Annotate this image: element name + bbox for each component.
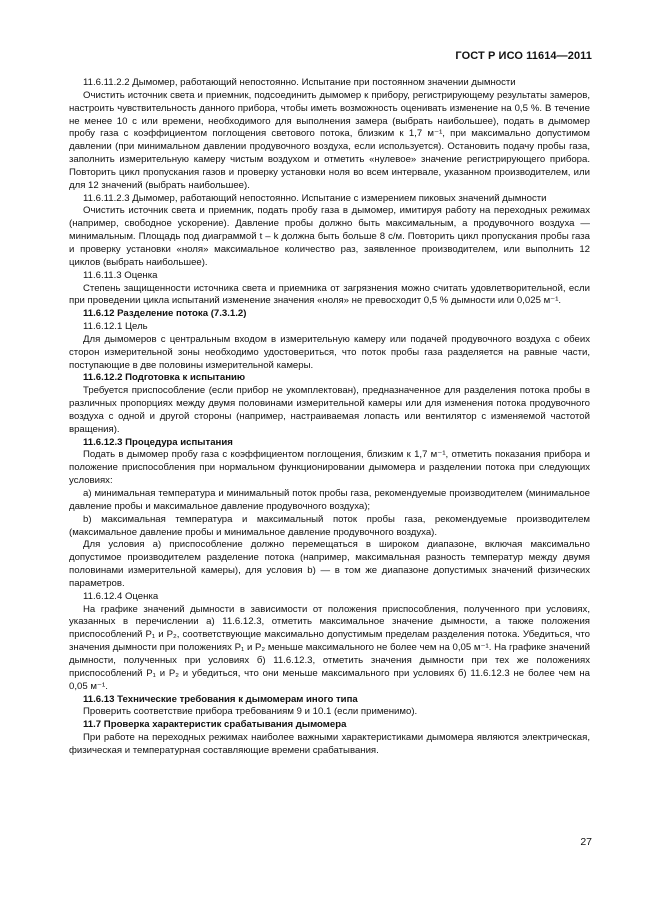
paragraph: Очистить источник света и приемник, подсоединить дымомер к прибору, регистрирующему результаты замеров, настроить чувствительность данного прибора, чтобы иметь возможность оценивать изменение на 0,5 %. В течение не менее 10 с или времени, необходимого для выполнения замера (выбрать наибольшее), подать в дымомер пробу газа с коэффициентом поглощения светового потока, близким к 1,7 м⁻¹, при максимально допустимом давлении (при минимальном давлении продувочного воздуха, если используется). Остановить подачу пробы газа, заполнить измерительную камеру чистым воздухом и отметить «нулевое» значение регистрирующего прибора. Повторить цикл пропускания газов и проверку установки ноля во всем интервале, указанном производителем, или для 12 значений (выбрать наибольшее).: [69, 89, 590, 191]
paragraph: 11.6.12.1 Цель: [83, 321, 148, 333]
document-body: [69, 77, 590, 758]
section-heading: 11.6.12.3 Процедура испытания: [83, 436, 233, 448]
paragraph: 11.6.11.2.3 Дымомер, работающий непостоянно. Испытание с измерением пиковых значений дымности: [83, 192, 547, 204]
paragraph: 11.6.11.3 Оценка: [83, 269, 158, 281]
paragraph: Подать в дымомер пробу газа с коэффициентом поглощения, близким к 1,7 м⁻¹, отметить показания прибора и положение приспособления при нормальном функционировании дымомера и разделении потока при следующих условиях:: [69, 449, 590, 487]
page-number: 27: [580, 836, 592, 848]
standard-header: ГОСТ Р ИСО 11614—2011: [455, 50, 592, 62]
paragraph: Требуется приспособление (если прибор не укомплектован), предназначенное для разделения потока пробы в различных пропорциях между двумя половинами измерительной камеры или для изменения потока продувочного воздуха с одной и другой стороны (например, настраиваемая лопасть или вентилятор с изменяемой частотой вращения).: [69, 385, 590, 435]
paragraph: 11.6.12.4 Оценка: [83, 590, 159, 602]
paragraph: Степень защищенности источника света и приемника от загрязнения можно считать удовлетворительной, если при проведении цикла испытаний изменение значения «ноля» не превосходит 0,5 % дымности или 0,025 м⁻¹.: [69, 282, 590, 307]
paragraph: При работе на переходных режимах наиболее важными характеристиками дымомера являются электрическая, физическая и температурная составляющие времени срабатывания.: [69, 732, 590, 756]
paragraph: b) максимальная температура и максимальный поток пробы газа, рекомендуемые производителем (максимальное давление пробы и минимальное давление продувочного воздуха).: [69, 513, 590, 538]
paragraph: Проверить соответствие прибора требованиям 9 и 10.1 (если применимо).: [83, 706, 418, 718]
section-heading: 11.6.13 Технические требования к дымомерам иного типа: [83, 693, 358, 705]
section-heading: 11.7 Проверка характеристик срабатывания дымомера: [83, 719, 347, 731]
paragraph: a) минимальная температура и минимальный поток пробы газа, рекомендуемые производителем (минимальное давление пробы и максимальное давление продувочного воздуха);: [69, 488, 590, 512]
section-heading: 11.6.12.2 Подготовка к испытанию: [83, 372, 246, 384]
section-heading: 11.6.12 Разделение потока (7.3.1.2): [83, 308, 247, 320]
paragraph: На графике значений дымности в зависимости от положения приспособления, полученного при условиях, указанных в перечислении а) 11.6.12.3, отметить максимальное значение дымности, а также положения приспособлений P₁ и P₂, соответствующие максимально допустимым пределам разделения потока. Убедиться, что значения дымности при положениях P₁ и P₂ меньше максимального не более чем на 0,05 м⁻¹. На графике значений дымности, полученных при условиях б) 11.6.12.3, отметить значения дымности при тех же положениях приспособлений P₁ и P₂ и убедиться, что они меньше максимального при условиях б) 11.6.12.3 не более чем на 0,05 м⁻¹.: [69, 603, 590, 692]
paragraph: Очистить источник света и приемник, подать пробу газа в дымомер, имитируя работу на переходных режимах (например, свободное ускорение). Давление пробы должно быть максимальным, а продувочного воздуха — минимальным. Площадь под диаграммой t – k должна быть больше 8 с/м. Повторить цикл пропускания пробы газа и проверку установки «ноля» максимальное количество раз, заявленное производителем, или выполнить 12 циклов (выбрать наибольшее).: [69, 205, 590, 268]
paragraph: Для дымомеров с центральным входом в измерительную камеру или подачей продувочного воздуха с обеих сторон измерительной зоны необходимо удостовериться, что поток пробы газа разделяется на равные части, поступающие в две половины измерительной камеры.: [69, 333, 590, 371]
paragraph: 11.6.11.2.2 Дымомер, работающий непостоянно. Испытание при постоянном значении дымности: [83, 77, 516, 88]
paragraph: Для условия а) приспособление должно перемещаться в широком диапазоне, включая максимально допустимое производителем разделение потока (например, максимальная разность температур между двумя половинами измерительной камеры), для условия b) — в том же диапазоне допустимых значений физических параметров.: [69, 539, 590, 589]
